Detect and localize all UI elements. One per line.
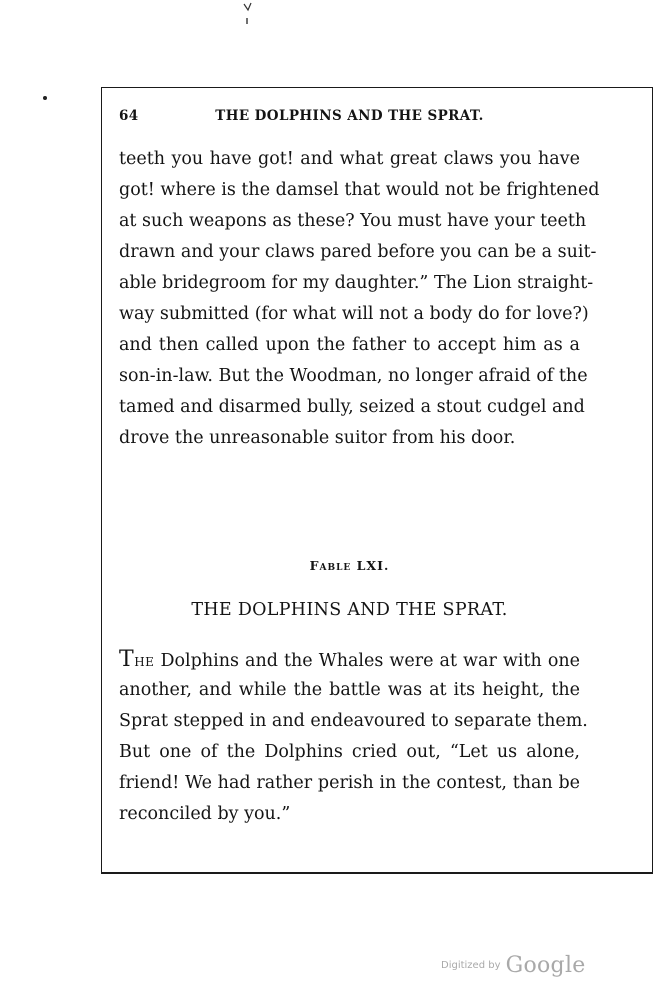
fable-text: [119, 644, 588, 830]
ink-mark: [241, 0, 255, 28]
running-title: THE DOLPHINS AND THE SPRAT.: [215, 108, 484, 124]
opening-word: [119, 648, 154, 671]
digitized-watermark: [441, 953, 591, 983]
page-number: 64: [119, 108, 139, 124]
text-line: able bridegroom for my daughter.” The Lion straight-: [119, 273, 594, 293]
text-line: reconciled by you.”: [119, 804, 291, 824]
text-line: son-in-law. But the Woodman, no longer afraid of the: [119, 366, 588, 386]
previous-fable-text: [119, 144, 600, 454]
watermark-prefix: Digitized by: [441, 960, 501, 971]
text-line: and then called upon the father to accept him as a: [119, 335, 580, 355]
text-line: drove the unreasonable suitor from his door.: [119, 428, 516, 448]
text-line: teeth you have got! and what great claws you have: [119, 149, 580, 169]
watermark-brand: Google: [505, 953, 586, 978]
fable-number: Fable LXI.: [309, 558, 390, 573]
text-line: friend! We had rather perish in the contest, than be: [119, 773, 580, 793]
fable-title: THE DOLPHINS AND THE SPRAT.: [191, 600, 508, 620]
initial-capital: T: [119, 647, 135, 672]
opening-small-caps: he: [134, 651, 155, 671]
text-line: another, and while the battle was at its height, the: [119, 680, 580, 700]
first-line-text: Dolphins and the Whales were at war with one: [154, 651, 580, 671]
text-line: drawn and your claws pared before you can be a suit-: [119, 242, 597, 262]
text-line: tamed and disarmed bully, seized a stout cudgel and: [119, 397, 585, 417]
text-line: way submitted (for what will not a body do for love?): [119, 304, 589, 324]
text-line: got! where is the damsel that would not be frightened: [119, 180, 600, 200]
text-line-first: [119, 644, 580, 675]
ink-dot: [43, 96, 47, 100]
running-head: [119, 108, 580, 128]
text-line: at such weapons as these? You must have your teeth: [119, 211, 587, 231]
text-line: Sprat stepped in and endeavoured to separate them.: [119, 711, 588, 731]
text-line: But one of the Dolphins cried out, “Let us alone,: [119, 742, 580, 762]
